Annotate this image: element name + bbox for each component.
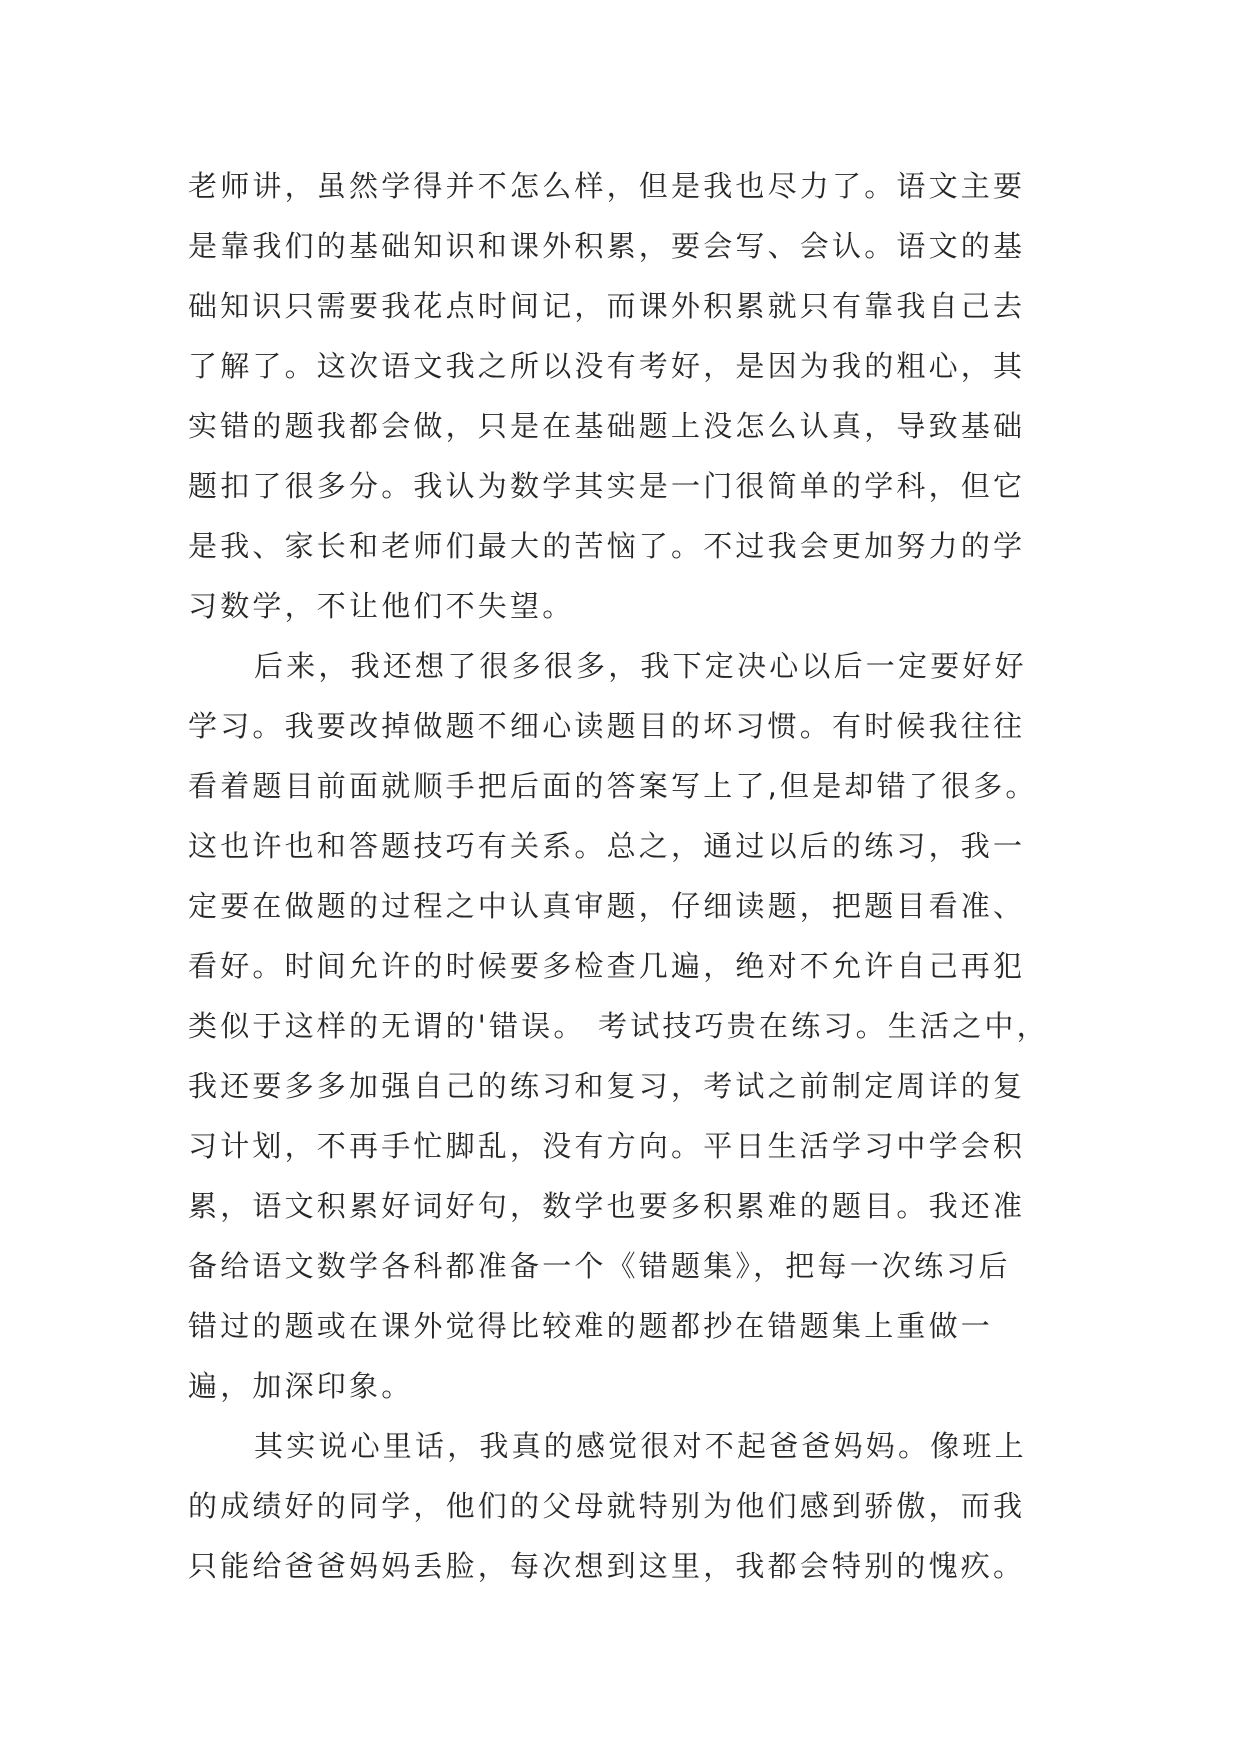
- text-line: 定要在做题的过程之中认真审题，仔细读题，把题目看准、: [188, 889, 1026, 923]
- text-line: 题扣了很多分。我认为数学其实是一门很简单的学科，但它: [188, 469, 1026, 503]
- text-line: 的成绩好的同学，他们的父母就特别为他们感到骄傲，而我: [188, 1489, 1026, 1523]
- text-line: 老师讲，虽然学得并不怎么样，但是我也尽力了。语文主要: [188, 169, 1026, 203]
- text-line: 础知识只需要我花点时间记，而课外积累就只有靠我自己去: [188, 289, 1026, 323]
- body-text: [188, 156, 1088, 1596]
- text-line: 累，语文积累好词好句，数学也要多积累难的题目。我还准: [188, 1189, 1026, 1223]
- text-line: 了解了。这次语文我之所以没有考好，是因为我的粗心，其: [188, 349, 1026, 383]
- paragraph-3: [188, 1416, 1088, 1596]
- text-line: 学习。我要改掉做题不细心读题目的坏习惯。有时候我往往: [188, 709, 1026, 743]
- text-line: 是我、家长和老师们最大的苦恼了。不过我会更加努力的学: [188, 529, 1026, 563]
- text-line: 看着题目前面就顺手把后面的答案写上了,但是却错了很多。: [188, 769, 1038, 803]
- text-line: 我还要多多加强自己的练习和复习，考试之前制定周详的复: [188, 1069, 1026, 1103]
- text-line: 习数学，不让他们不失望。: [188, 589, 575, 623]
- paragraph-1: [188, 156, 1088, 636]
- text-line: 错过的题或在课外觉得比较难的题都抄在错题集上重做一: [188, 1309, 994, 1343]
- paragraph-2: [188, 636, 1088, 1416]
- text-line: 后来，我还想了很多很多，我下定决心以后一定要好好: [254, 649, 1027, 683]
- text-line: 类似于这样的无谓的'错误。 考试技巧贵在练习。生活之中，: [188, 1009, 1049, 1043]
- text-line: 备给语文数学各科都准备一个《错题集》，把每一次练习后: [188, 1249, 1011, 1283]
- text-line: 这也许也和答题技巧有关系。总之，通过以后的练习，我一: [188, 829, 1026, 863]
- text-line: 是靠我们的基础知识和课外积累，要会写、会认。语文的基: [188, 229, 1026, 263]
- text-line: 看好。时间允许的时候要多检查几遍，绝对不允许自己再犯: [188, 949, 1026, 983]
- text-line: 遍，加深印象。: [188, 1369, 414, 1403]
- text-line: 只能给爸爸妈妈丢脸，每次想到这里，我都会特别的愧疚。: [188, 1549, 1026, 1583]
- text-line: 其实说心里话，我真的感觉很对不起爸爸妈妈。像班上: [254, 1429, 1027, 1463]
- text-line: 习计划，不再手忙脚乱，没有方向。平日生活学习中学会积: [188, 1129, 1026, 1163]
- text-line: 实错的题我都会做，只是在基础题上没怎么认真，导致基础: [188, 409, 1026, 443]
